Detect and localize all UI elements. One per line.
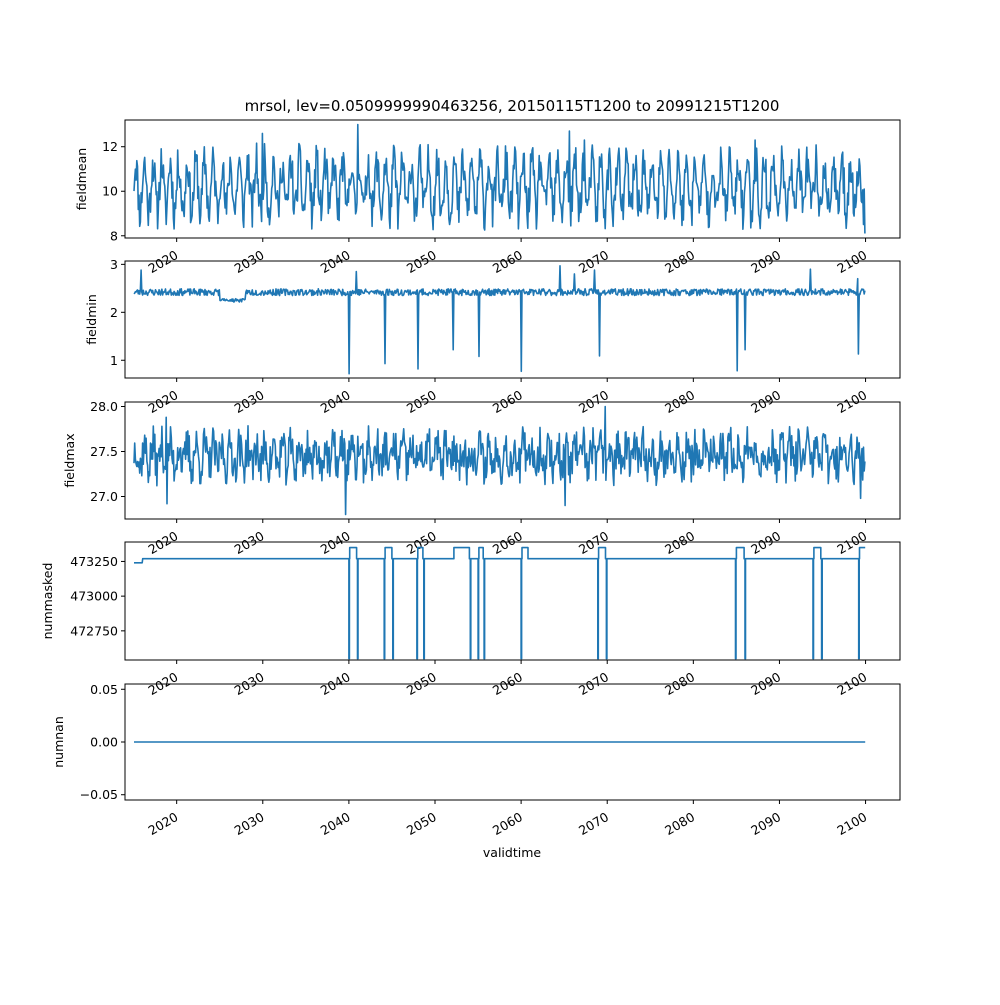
fieldmin-x-tick-label: 2090 xyxy=(748,387,783,416)
numnan-y-tick-label: −0.05 xyxy=(80,787,118,802)
fieldmax-y-axis-label: fieldmax xyxy=(62,433,77,487)
fieldmean-y-tick-label: 12 xyxy=(102,139,118,154)
panel-top-mask xyxy=(126,543,900,549)
fieldmin-x-tick-label: 2030 xyxy=(232,387,267,416)
fieldmean-y-tick-label: 8 xyxy=(110,228,118,243)
numnan-y-tick-label: 0.05 xyxy=(90,682,118,697)
x-axis-label: validtime xyxy=(483,845,541,860)
nummasked-x-tick-label: 2020 xyxy=(145,669,180,698)
fieldmax-x-tick-label: 2040 xyxy=(318,528,353,557)
numnan-x-tick-label: 2060 xyxy=(490,809,525,838)
numnan-x-tick-label: 2030 xyxy=(232,809,267,838)
fieldmin-y-tick-label: 3 xyxy=(110,257,118,272)
nummasked-y-tick-label: 472750 xyxy=(70,623,118,638)
fieldmax-x-tick-label: 2090 xyxy=(748,528,783,557)
chart-title: mrsol, lev=0.0509999990463256, 20150115T1200 to 20991215T1200 xyxy=(245,97,780,115)
numnan-x-tick-label: 2020 xyxy=(145,809,180,838)
fieldmax-x-tick-label: 2020 xyxy=(145,528,180,557)
nummasked-x-tick-label: 2090 xyxy=(748,669,783,698)
nummasked-x-tick-label: 2060 xyxy=(490,669,525,698)
fieldmin-y-tick-label: 2 xyxy=(110,305,118,320)
fieldmin-y-tick-label: 1 xyxy=(110,353,118,368)
fieldmin-x-tick-label: 2070 xyxy=(576,387,611,416)
nummasked-x-tick-label: 2050 xyxy=(404,669,439,698)
fieldmax-x-tick-label: 2060 xyxy=(490,528,525,557)
fieldmax-y-tick-label: 27.5 xyxy=(90,444,118,459)
numnan-x-tick-label: 2050 xyxy=(404,809,439,838)
fieldmax-y-tick-label: 28.0 xyxy=(90,399,118,414)
fieldmax-x-tick-label: 2080 xyxy=(662,528,697,557)
fieldmin-x-tick-label: 2020 xyxy=(145,387,180,416)
fieldmax-x-tick-label: 2030 xyxy=(232,528,267,557)
fieldmin-x-tick-label: 2100 xyxy=(834,387,869,416)
fieldmean-x-tick-label: 2100 xyxy=(834,247,869,276)
nummasked-y-tick-label: 473000 xyxy=(70,589,118,604)
fieldmean-x-tick-label: 2060 xyxy=(490,247,525,276)
fieldmin-x-tick-label: 2050 xyxy=(404,387,439,416)
numnan-x-tick-label: 2080 xyxy=(662,809,697,838)
fieldmean-x-tick-label: 2020 xyxy=(145,247,180,276)
nummasked-x-tick-label: 2030 xyxy=(232,669,267,698)
fieldmean-x-tick-label: 2030 xyxy=(232,247,267,276)
numnan-y-axis-label: numnan xyxy=(51,716,66,768)
fieldmin-x-tick-label: 2040 xyxy=(318,387,353,416)
fieldmean-x-tick-label: 2080 xyxy=(662,247,697,276)
fieldmean-y-tick-label: 10 xyxy=(102,184,118,199)
panel-top-mask xyxy=(126,685,900,691)
panel-top-mask xyxy=(126,262,900,268)
nummasked-x-tick-label: 2040 xyxy=(318,669,353,698)
nummasked-x-tick-label: 2080 xyxy=(662,669,697,698)
numnan-y-tick-label: 0.00 xyxy=(90,735,118,750)
numnan-x-tick-label: 2070 xyxy=(576,809,611,838)
numnan-x-tick-label: 2100 xyxy=(834,809,869,838)
fieldmean-x-tick-label: 2090 xyxy=(748,247,783,276)
fieldmax-x-tick-label: 2070 xyxy=(576,528,611,557)
fieldmin-x-tick-label: 2080 xyxy=(662,387,697,416)
fieldmax-x-tick-label: 2050 xyxy=(404,528,439,557)
fieldmean-x-tick-label: 2070 xyxy=(576,247,611,276)
nummasked-y-axis-label: nummasked xyxy=(40,563,55,640)
fieldmin-x-tick-label: 2060 xyxy=(490,387,525,416)
fieldmean-y-axis-label: fieldmean xyxy=(74,148,89,210)
fieldmax-y-tick-label: 27.0 xyxy=(90,489,118,504)
fieldmean-x-tick-label: 2040 xyxy=(318,247,353,276)
numnan-x-tick-label: 2040 xyxy=(318,809,353,838)
nummasked-y-tick-label: 473250 xyxy=(70,554,118,569)
nummasked-x-tick-label: 2070 xyxy=(576,669,611,698)
fieldmax-x-tick-label: 2100 xyxy=(834,528,869,557)
nummasked-x-tick-label: 2100 xyxy=(834,669,869,698)
fieldmean-x-tick-label: 2050 xyxy=(404,247,439,276)
panel-top-mask xyxy=(126,403,900,409)
fieldmin-y-axis-label: fieldmin xyxy=(84,294,99,345)
numnan-x-tick-label: 2090 xyxy=(748,809,783,838)
